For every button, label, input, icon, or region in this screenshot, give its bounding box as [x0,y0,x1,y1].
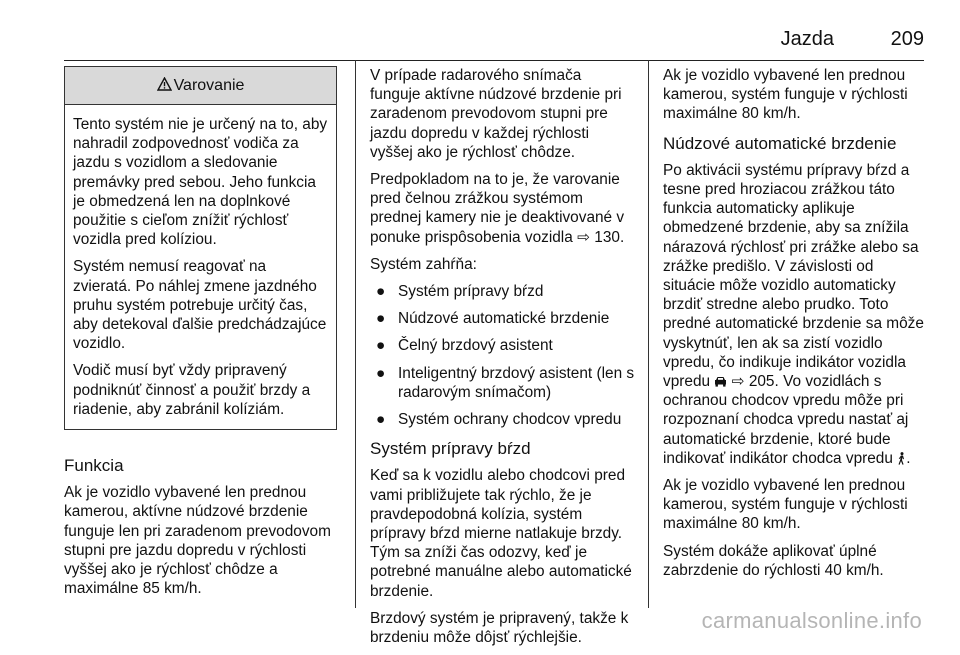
list-item-text: Čelný brzdový asistent [398,337,553,355]
list-item-text: Systém ochrany chodcov vpredu [398,411,622,429]
page-header [0,28,960,58]
feature-list [370,282,636,429]
page-reference-arrow-icon: ⇨ [577,228,590,246]
funkcia-heading: Funkcia [64,456,124,476]
warning-body [65,105,336,429]
column-2 [370,66,636,655]
paragraph-text: Predpokladom na to je, že varovanie pred čelnou zrážkou systémom prednej kamery nie je deaktivované v ponuke prispôsobenia vozidla [370,171,625,246]
list-item [370,364,636,402]
paragraph: Systém dokáže aplikovať úplné zabrzdenie do rýchlosti 40 km/h. [663,542,884,579]
page-reference[interactable]: 205 [748,373,775,391]
warning-paragraph: Tento systém nie je určený na to, aby nahradil zodpovednosť vodiča za jazdu s vozidlom a sledovanie premávky pred sebou. Jeho funkcia je obmedzená len na doplnkové použitie s cieľom znížiť rýchlosť vozidla pred kolíziou. [73,116,328,249]
page-reference-arrow-icon: ⇨ [731,373,745,391]
paragraph: V prípade radarového snímača funguje aktívne núdzové brzdenie pri zaradenom prevodovom stupni pre jazdu dopredu v každej rýchlosti vyššej ako je rýchlosť chôdze. [370,67,622,161]
list-item [370,309,636,328]
column-divider [648,60,649,608]
watermark: carmanualsonline.info [701,608,922,633]
warning-header [65,67,336,105]
header-rule [64,60,924,61]
list-item [370,410,636,429]
warning-box [64,66,337,430]
column-3 [663,66,928,588]
paragraph: Systém zahŕňa: [370,255,477,273]
bullet-icon: ● [376,283,386,301]
warning-paragraph: Vodič musí byť vždy pripravený podniknúť činnosť a použiť brzdy a riadenie, aby zabránil kolíziám. [73,362,311,418]
paragraph: Predpokladom na to je, že varovanie pred čelnou zrážkou systémom prednej kamery nie je deaktivované v ponuke prispôsobenia vozidla ⇨ 130. [370,171,625,246]
warning-paragraph: Systém nemusí reagovať na zvieratá. Po náhlej zmene jazdného pruhu systém potrebuje určitý čas, aby detekoval ďalšie predchádzajúce vozidlo. [73,258,327,353]
paragraph: Brzdový systém je pripravený, takže k brzdeniu môže dôjsť rýchlejšie. [370,609,629,647]
section-heading: Systém prípravy bŕzd [370,439,531,459]
list-item [370,282,636,301]
pedestrian-ahead-icon [897,450,906,467]
paragraph: Ak je vozidlo vybavené len prednou kamerou, systém funguje v rýchlosti maximálne 80 km/h. [663,477,908,533]
list-item-text: Systém prípravy bŕzd [398,283,544,301]
bullet-icon: ● [376,364,386,382]
bullet-icon: ● [376,310,386,328]
paragraph: Po aktivácii systému prípravy bŕzd a tesne pred hroziacou zrážkou táto funkcia automaticky aplikuje obmedzené brzdenie, aby sa znížila nárazová rýchlosť pri zrážke alebo sa zrážke predišlo. V závislosti od situácie môže vozidlo automaticky brzdiť stredne alebo prudko. Toto predné automatické brzdenie sa môže vyskytnúť, len ak sa zistí vozidlo vpredu, čo indikuje indikátor vozidla vpredu ⇨ 205. Vo vozidlách s ochranou chodcov vpredu môže pri rozpoznaní chodca vpredu nastať aj automatické brzdenie, ktoré bude indikovať indikátor chodca vpredu . [663,161,924,467]
list-item-text: Inteligentný brzdový asistent (len s radarovým snímačom) [398,364,635,401]
funkcia-text: Ak je vozidlo vybavené len prednou kamerou, aktívne núdzové brzdenie funguje len pri zaradenom prevodovom stupni pre jazdu dopredu v rýchlosti vyššej ako je rýchlosť chôdze a maximálne 85 km/h. [64,484,331,598]
section-heading: Núdzové automatické brzdenie [663,133,897,153]
paragraph: Ak je vozidlo vybavené len prednou kamerou, systém funguje v rýchlosti maximálne 80 km/h. [663,67,908,123]
paragraph-text: Po aktivácii systému prípravy bŕzd a tesne pred hroziacou zrážkou táto funkcia automaticky aplikuje obmedzené brzdenie, aby sa znížila nárazová rýchlosť pri zrážke alebo sa zrážke predišlo. V závislosti od situácie môže vozidlo automaticky brzdiť stredne alebo prudko. Toto predné automatické brzdenie sa môže vyskytnúť, len ak sa zistí vozidlo vpredu, čo indikuje indikátor vozidla vpredu [663,161,924,391]
list-item-text: Núdzové automatické brzdenie [398,310,610,328]
column-1 [64,66,337,606]
bullet-icon: ● [376,337,386,355]
warning-triangle-icon [157,67,172,104]
section-title: Jazda [780,28,834,50]
paragraph: Keď sa k vozidlu alebo chodcovi pred vami približujete tak rýchlo, že je pravdepodobná kolízia, systém prípravy bŕzd mierne natlakuje brzdy. Tým sa zníži čas odozvy, keď je potrebné manuálne alebo automatické brzdenie. [370,467,632,600]
paragraph-text: Vo vozidlách s ochranou chodcov vpredu môže pri rozpoznaní chodca vpredu nastať aj automatické brzdenie, ktoré bude indikovať indikátor chodca vpredu [663,373,909,467]
bullet-icon: ● [376,411,386,429]
page-number: 209 [890,28,924,50]
warning-heading: Varovanie [173,77,245,94]
column-divider [355,60,356,608]
list-item [370,336,636,355]
page-reference[interactable]: 130 [594,228,620,246]
vehicle-ahead-icon [714,373,727,390]
